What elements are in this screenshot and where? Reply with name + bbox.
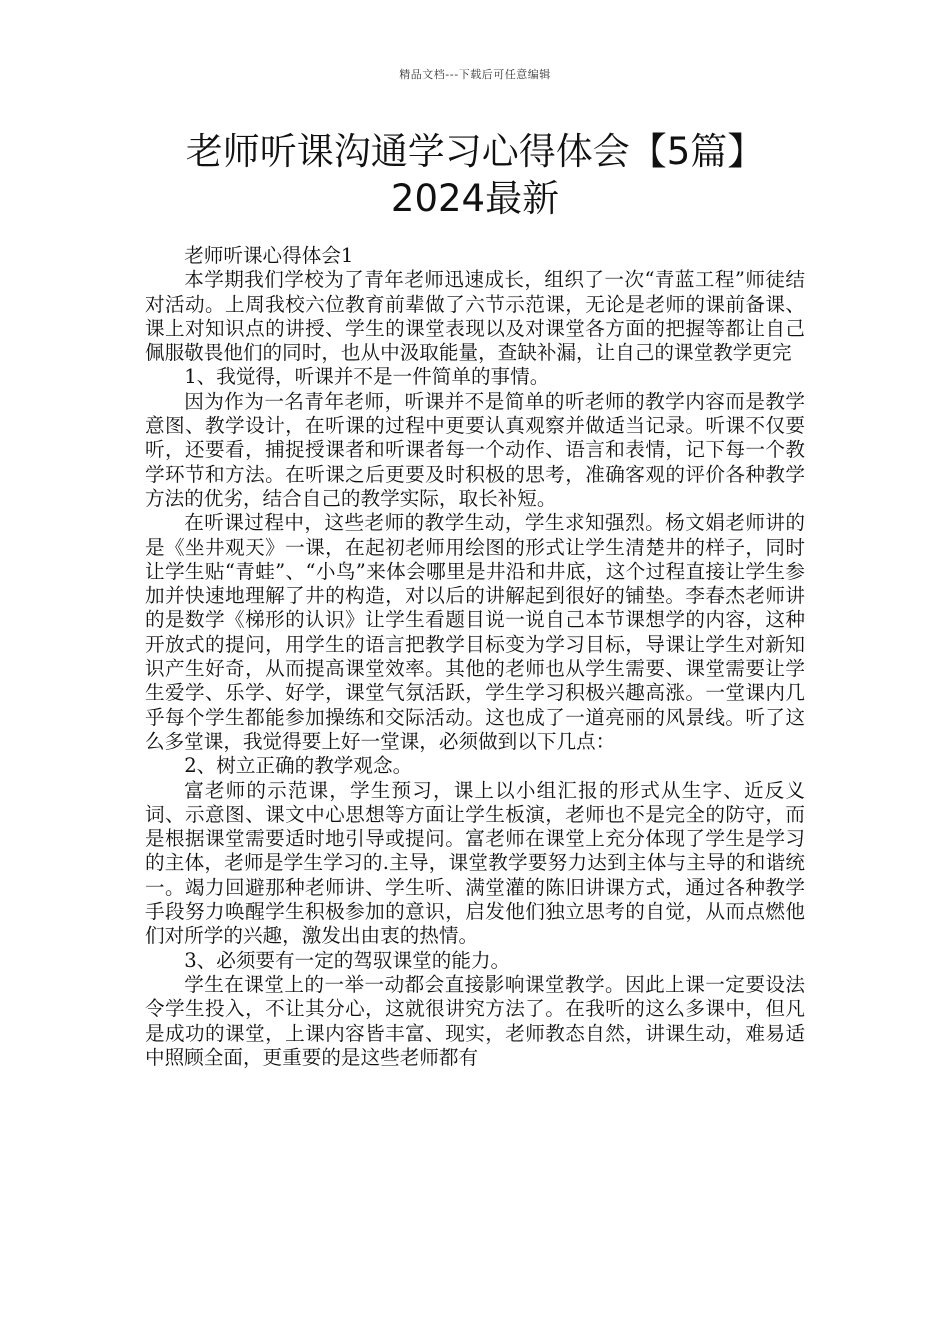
point-heading: 3、必须要有一定的驾驭课堂的能力。 (184, 948, 511, 972)
page-title: 老师听课沟通学习心得体会【5篇】2024最新 (185, 130, 765, 220)
header-note: 精品文档---下载后可任意编辑 (399, 68, 551, 81)
paragraph: 本学期我们学校为了青年老师迅速成长，组织了一次“青蓝工程”师徒结对活动。上周我校六位教育前辈做了六节示范课，无论是老师的课前备课、课上对知识点的讲授、学生的课堂表现以及对课堂各方面的把握等都让自己佩服敬畏他们的同时，也从中汲取能量，查缺补漏，让自己的课堂教学更完 (145, 268, 805, 365)
paragraph: 在听课过程中，这些老师的教学生动，学生求知强烈。杨文娟老师讲的是《坐井观天》一课，在起初老师用绘图的形式让学生清楚井的样子，同时让学生贴“青蛙”、“小鸟”来体会哪里是井沿和井底，这个过程直接让学生参加并快速地理解了井的构造，对以后的讲解起到很好的铺垫。李春杰老师讲的是数学《梯形的认识》让学生看题目说一说自己本节课想学的内容，这种开放式的提问，用学生的语言把教学目标变为学习目标，导课让学生对新知识产生好奇，从而提高课堂效率。其他的老师也从学生需要、课堂需要让学生爱学、乐学、好学，课堂气氛活跃，学生学习积极兴趣高涨。一堂课内几乎每个学生都能参加操练和交际活动。这也成了一道亮丽的风景线。听了这么多堂课，我觉得要上好一堂课，必须做到以下几点： (145, 511, 805, 753)
paragraph: 富老师的示范课，学生预习，课上以小组汇报的形式从生字、近反义词、示意图、课文中心思想等方面让学生板演，老师也不是完全的防守，而是根据课堂需要适时地引导或提问。富老师在课堂上充分体现了学生是学习的主体，老师是学生学习的.主导，课堂教学要努力达到主体与主导的和谐统一。竭力回避那种老师讲、学生听、满堂灌的陈旧讲课方式，通过各种教学手段努力唤醒学生积极参加的意识，启发他们独立思考的自觉，从而点燃他们对所学的兴趣，激发出由衷的热情。 (145, 778, 805, 948)
section-heading: 老师听课心得体会1 (184, 244, 354, 267)
paragraph: 学生在课堂上的一举一动都会直接影响课堂教学。因此上课一定要设法令学生投入，不让其分心，这就很讲究方法了。在我听的这么多课中，但凡是成功的课堂，上课内容皆丰富、现实，老师教态自然，讲课生动，难易适中照顾全面，更重要的是这些老师都有 (145, 972, 805, 1069)
point-heading: 2、树立正确的教学观念。 (184, 754, 413, 778)
document-body (145, 244, 805, 1070)
point-heading: 1、我觉得，听课并不是一件简单的事情。 (184, 365, 550, 389)
paragraph: 因为作为一名青年老师，听课并不是简单的听老师的教学内容而是教学意图、教学设计，在听课的过程中更要认真观察并做适当记录。听课不仅要听，还要看，捕捉授课者和听课者每一个动作、语言和表情，记下每一个教学环节和方法。在听课之后更要及时积极的思考，准确客观的评价各种教学方法的优劣，结合自己的教学实际，取长补短。 (145, 389, 805, 510)
